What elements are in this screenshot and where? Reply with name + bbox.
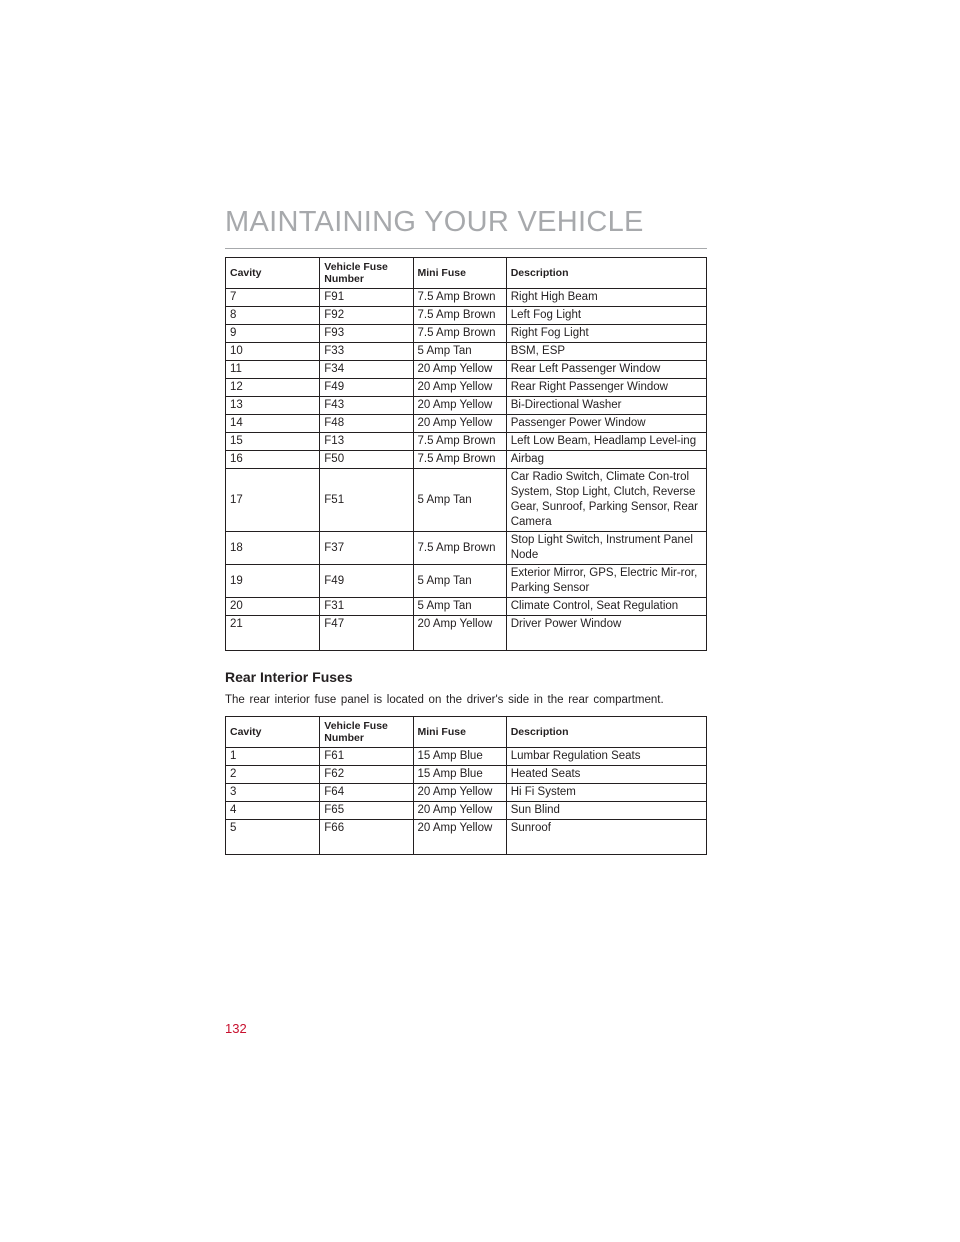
header-rule — [225, 248, 707, 249]
fuse-number-cell: F49 — [320, 379, 413, 397]
column-header-description: Description — [506, 717, 706, 748]
cavity-cell: 4 — [226, 802, 320, 820]
description-cell: Climate Control, Seat Regulation — [506, 598, 706, 616]
description-cell: Rear Left Passenger Window — [506, 361, 706, 379]
table-row — [226, 784, 707, 802]
mini-fuse-cell: 20 Amp Yellow — [413, 616, 506, 651]
cavity-cell: 5 — [226, 820, 320, 855]
rear-fuse-table — [225, 716, 707, 855]
table-row — [226, 343, 707, 361]
description-cell: Left Low Beam, Headlamp Level-ing — [506, 433, 706, 451]
table-row — [226, 598, 707, 616]
description-cell: Hi Fi System — [506, 784, 706, 802]
description-cell: Sun Blind — [506, 802, 706, 820]
fuse-number-cell: F13 — [320, 433, 413, 451]
mini-fuse-cell: 5 Amp Tan — [413, 343, 506, 361]
cavity-cell: 9 — [226, 325, 320, 343]
fuse-number-cell: F50 — [320, 451, 413, 469]
description-cell: Rear Right Passenger Window — [506, 379, 706, 397]
mini-fuse-cell: 20 Amp Yellow — [413, 820, 506, 855]
table-header-row — [226, 258, 707, 289]
fuse-number-cell: F33 — [320, 343, 413, 361]
table-row — [226, 379, 707, 397]
cavity-cell: 12 — [226, 379, 320, 397]
mini-fuse-cell: 5 Amp Tan — [413, 565, 506, 598]
cavity-cell: 10 — [226, 343, 320, 361]
table-row — [226, 307, 707, 325]
cavity-cell: 19 — [226, 565, 320, 598]
fuse-number-cell: F43 — [320, 397, 413, 415]
fuse-number-cell: F47 — [320, 616, 413, 651]
table-row — [226, 433, 707, 451]
rear-interior-fuses-paragraph: The rear interior fuse panel is located on the driver's side in the rear compartment. — [225, 694, 664, 706]
cavity-cell: 16 — [226, 451, 320, 469]
mini-fuse-cell: 20 Amp Yellow — [413, 802, 506, 820]
cavity-cell: 14 — [226, 415, 320, 433]
table-header-row — [226, 717, 707, 748]
cavity-cell: 3 — [226, 784, 320, 802]
mini-fuse-cell: 20 Amp Yellow — [413, 397, 506, 415]
mini-fuse-cell: 20 Amp Yellow — [413, 379, 506, 397]
mini-fuse-cell: 7.5 Amp Brown — [413, 433, 506, 451]
description-cell: Sunroof — [506, 820, 706, 855]
cavity-cell: 11 — [226, 361, 320, 379]
table-row — [226, 325, 707, 343]
cavity-cell: 1 — [226, 748, 320, 766]
column-header-cavity: Cavity — [226, 258, 320, 289]
column-header-mini-fuse: Mini Fuse — [413, 258, 506, 289]
table-row — [226, 415, 707, 433]
mini-fuse-cell: 15 Amp Blue — [413, 748, 506, 766]
description-cell: Stop Light Switch, Instrument Panel Node — [506, 532, 706, 565]
rear-interior-fuses-heading: Rear Interior Fuses — [225, 669, 353, 685]
mini-fuse-cell: 7.5 Amp Brown — [413, 451, 506, 469]
fuse-number-cell: F49 — [320, 565, 413, 598]
description-cell: Driver Power Window — [506, 616, 706, 651]
table-row — [226, 616, 707, 651]
description-cell: Left Fog Light — [506, 307, 706, 325]
table-row — [226, 532, 707, 565]
cavity-cell: 7 — [226, 289, 320, 307]
description-cell: Right Fog Light — [506, 325, 706, 343]
column-header-cavity: Cavity — [226, 717, 320, 748]
column-header-description: Description — [506, 258, 706, 289]
mini-fuse-cell: 7.5 Amp Brown — [413, 532, 506, 565]
mini-fuse-cell: 15 Amp Blue — [413, 766, 506, 784]
page-number: 132 — [225, 1021, 247, 1036]
mini-fuse-cell: 20 Amp Yellow — [413, 784, 506, 802]
cavity-cell: 2 — [226, 766, 320, 784]
table-row — [226, 361, 707, 379]
fuse-number-cell: F65 — [320, 802, 413, 820]
fuse-number-cell: F51 — [320, 469, 413, 532]
table-row — [226, 565, 707, 598]
fuse-number-cell: F93 — [320, 325, 413, 343]
mini-fuse-cell: 20 Amp Yellow — [413, 415, 506, 433]
cavity-cell: 15 — [226, 433, 320, 451]
description-cell: Lumbar Regulation Seats — [506, 748, 706, 766]
table-row — [226, 397, 707, 415]
description-cell: Bi-Directional Washer — [506, 397, 706, 415]
description-cell: Heated Seats — [506, 766, 706, 784]
fuse-number-cell: F62 — [320, 766, 413, 784]
mini-fuse-cell: 20 Amp Yellow — [413, 361, 506, 379]
description-cell: Car Radio Switch, Climate Con-trol System, Stop Light, Clutch, Reverse Gear, Sunroof, Parking Sensor, Rear Camera — [506, 469, 706, 532]
description-cell: Exterior Mirror, GPS, Electric Mir-ror, Parking Sensor — [506, 565, 706, 598]
column-header-vehicle-fuse-number: Vehicle Fuse Number — [320, 717, 413, 748]
fuse-number-cell: F34 — [320, 361, 413, 379]
fuse-number-cell: F37 — [320, 532, 413, 565]
cavity-cell: 18 — [226, 532, 320, 565]
cavity-cell: 13 — [226, 397, 320, 415]
fuse-number-cell: F92 — [320, 307, 413, 325]
rear-fuse-table-body — [226, 748, 707, 855]
cavity-cell: 8 — [226, 307, 320, 325]
table-row — [226, 469, 707, 532]
table-row — [226, 451, 707, 469]
fuse-number-cell: F61 — [320, 748, 413, 766]
section-header: MAINTAINING YOUR VEHICLE — [225, 206, 644, 238]
column-header-vehicle-fuse-number: Vehicle Fuse Number — [320, 258, 413, 289]
mini-fuse-cell: 7.5 Amp Brown — [413, 325, 506, 343]
table-row — [226, 766, 707, 784]
fuse-number-cell: F48 — [320, 415, 413, 433]
mini-fuse-cell: 5 Amp Tan — [413, 469, 506, 532]
description-cell: Right High Beam — [506, 289, 706, 307]
fuse-number-cell: F31 — [320, 598, 413, 616]
cavity-cell: 21 — [226, 616, 320, 651]
fuse-number-cell: F91 — [320, 289, 413, 307]
front-fuse-table-body — [226, 289, 707, 651]
fuse-number-cell: F66 — [320, 820, 413, 855]
fuse-number-cell: F64 — [320, 784, 413, 802]
description-cell: Passenger Power Window — [506, 415, 706, 433]
description-cell: BSM, ESP — [506, 343, 706, 361]
table-row — [226, 802, 707, 820]
mini-fuse-cell: 7.5 Amp Brown — [413, 289, 506, 307]
mini-fuse-cell: 5 Amp Tan — [413, 598, 506, 616]
table-row — [226, 289, 707, 307]
front-fuse-table — [225, 257, 707, 651]
table-row — [226, 748, 707, 766]
description-cell: Airbag — [506, 451, 706, 469]
mini-fuse-cell: 7.5 Amp Brown — [413, 307, 506, 325]
cavity-cell: 17 — [226, 469, 320, 532]
table-row — [226, 820, 707, 855]
cavity-cell: 20 — [226, 598, 320, 616]
column-header-mini-fuse: Mini Fuse — [413, 717, 506, 748]
